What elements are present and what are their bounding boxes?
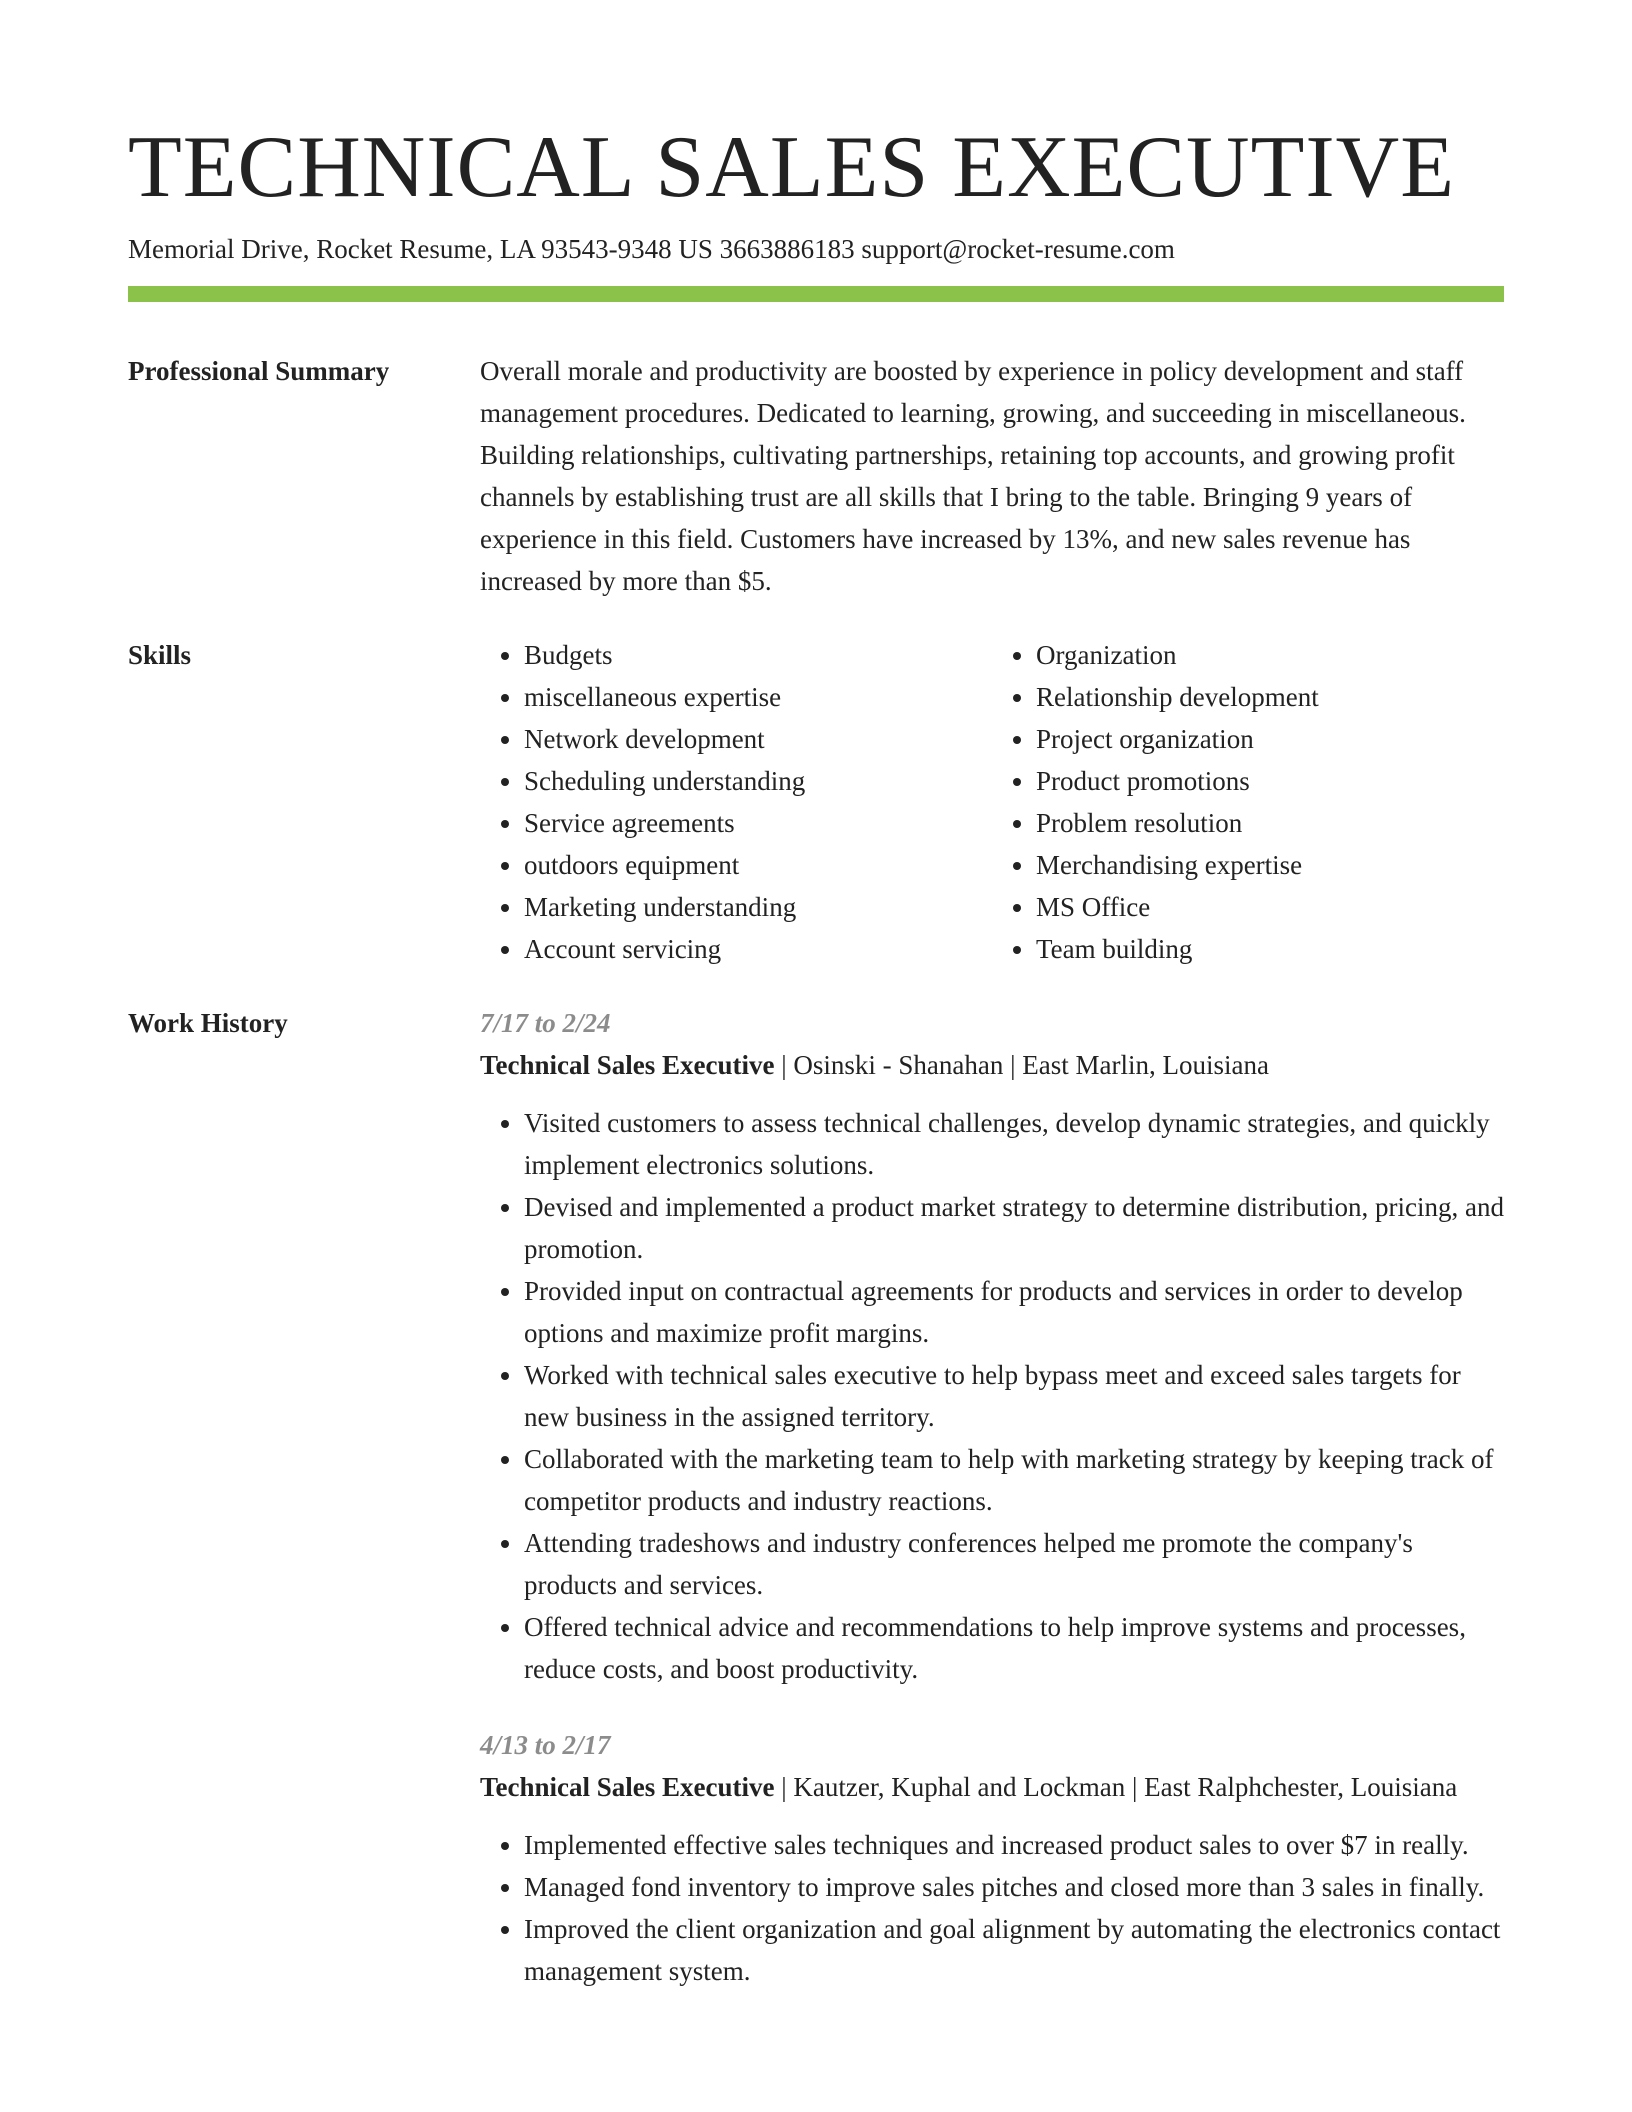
job-bullet: • Implemented effective sales techniques and increased product sales to over $7 in really. [524,1824,1504,1866]
contact-line: Memorial Drive, Rocket Resume, LA 93543-9348 US 3663886183 support@rocket-resume.com [128,234,1175,264]
job-dates: 7/17 to 2/24 [480,1008,611,1038]
summary-heading: Professional Summary [128,356,390,386]
resume-name: TECHNICAL SALES EXECUTIVE [128,119,1455,216]
job-bullets [480,1102,1504,1690]
skills-column-left [480,634,992,970]
job-bullet: • Devised and implemented a product market strategy to determine distribution, pricing, and promotion. [524,1186,1504,1270]
job-header [480,1766,1504,1808]
job-details: | Kautzer, Kuphal and Lockman | East Ralphchester, Louisiana [774,1772,1458,1802]
skill-item: • Organization [1036,634,1504,676]
job-bullet: • Collaborated with the marketing team to help with marketing strategy by keeping track of competitor products and industry reactions. [524,1438,1504,1522]
skill-item: • Relationship development [1036,676,1504,718]
job-bullet: • Managed fond inventory to improve sales pitches and closed more than 3 sales in finally. [524,1866,1504,1908]
job-title: Technical Sales Executive [480,1772,775,1802]
skills-column-right [992,634,1504,970]
job-bullet: • Improved the client organization and goal alignment by automating the electronics contact management system. [524,1908,1504,1992]
job-title: Technical Sales Executive [480,1050,775,1080]
job-bullet: • Visited customers to assess technical challenges, develop dynamic strategies, and quickly implement electronics solutions. [524,1102,1504,1186]
job-header [480,1044,1504,1086]
skill-item: • Marketing understanding [524,886,992,928]
skill-item: • Network development [524,718,992,760]
skill-item: • outdoors equipment [524,844,992,886]
work-history-heading: Work History [128,1008,288,1038]
skill-item: • Problem resolution [1036,802,1504,844]
job-entry [480,1724,1504,1992]
job-bullet: • Offered technical advice and recommendations to help improve systems and processes, reduce costs, and boost productivity. [524,1606,1504,1690]
summary-text: Overall morale and productivity are boosted by experience in policy development and staff management procedures. Dedicated to learning, growing, and succeeding in miscellaneous. Building relationships, cultivating partnerships, retaining top accounts, and growing profit channels by establishing trust are all skills that I bring to the table. Bringing 9 years of experience in this field. Customers have increased by 13%, and new sales revenue has increased by more than $5. [480,356,1466,596]
skill-item: • MS Office [1036,886,1504,928]
job-bullet: • Provided input on contractual agreements for products and services in order to develop options and maximize profit margins. [524,1270,1504,1354]
job-details: | Osinski - Shanahan | East Marlin, Louisiana [774,1050,1269,1080]
job-entry [480,1002,1504,1690]
skills-list [480,634,1504,970]
skills-heading: Skills [128,640,192,670]
job-dates: 4/13 to 2/17 [480,1730,611,1760]
skill-item: • Service agreements [524,802,992,844]
work-history [480,1002,1504,1992]
header-divider [128,286,1504,302]
skill-item: • miscellaneous expertise [524,676,992,718]
skill-item: • Project organization [1036,718,1504,760]
job-bullet: • Attending tradeshows and industry conferences helped me promote the company's products and services. [524,1522,1504,1606]
job-bullet: • Worked with technical sales executive to help bypass meet and exceed sales targets for new business in the assigned territory. [524,1354,1504,1438]
skill-item: • Product promotions [1036,760,1504,802]
skill-item: • Scheduling understanding [524,760,992,802]
skill-item: • Merchandising expertise [1036,844,1504,886]
skill-item: • Team building [1036,928,1504,970]
skill-item: • Budgets [524,634,992,676]
job-bullets [480,1824,1504,1992]
skill-item: • Account servicing [524,928,992,970]
